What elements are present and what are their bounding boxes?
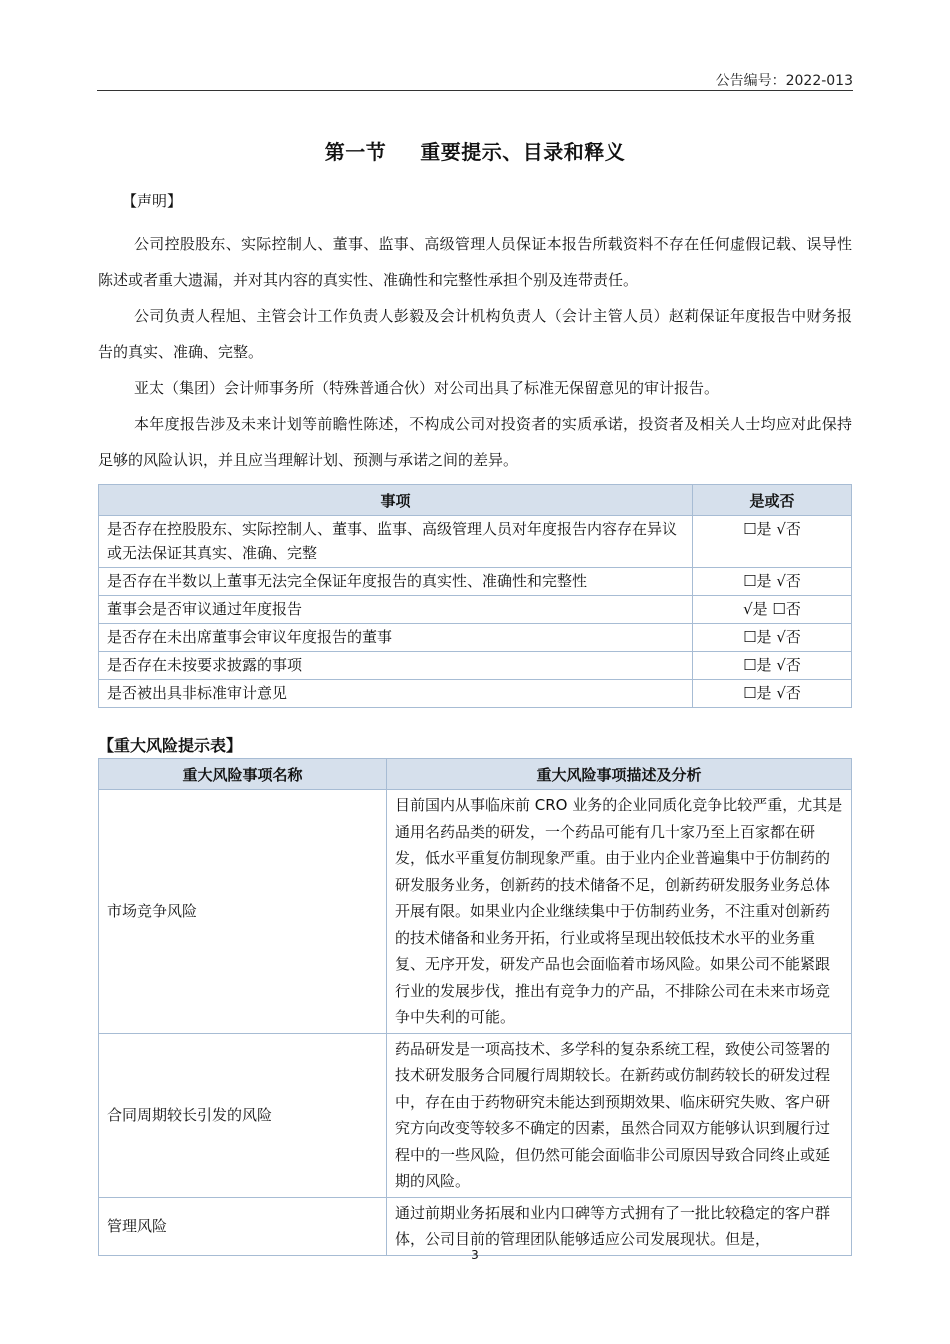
header-rule: [97, 90, 853, 91]
matters-table: [98, 484, 852, 708]
table-row: [99, 652, 852, 680]
matters-table-header: [99, 485, 852, 516]
header-cell: 事项: [99, 485, 693, 516]
matter-answer: ☐是 √否: [693, 568, 852, 596]
matter-text: 董事会是否审议通过年度报告: [99, 596, 693, 624]
header-cell: 重大风险事项名称: [99, 759, 387, 790]
matter-text: 是否存在未出席董事会审议年度报告的董事: [99, 624, 693, 652]
risk-description: 目前国内从事临床前 CRO 业务的企业同质化竞争比较严重，尤其是通用名药品类的研发，一个药品可能有几十家乃至上百家都在研发，低水平重复仿制现象严重。由于业内企业普遍集中于仿制药的研发服务业务，创新药的技术储备不足，创新药研发服务业务总体开展有限。如果业内企业继续集中于仿制药业务，不注重对创新药的技术储备和业务开拓，行业或将呈现出较低技术水平的业务重复、无序开发，研发产品也会面临着市场风险。如果公司不能紧跟行业的发展步伐，推出有竞争力的产品，不排除公司在未来市场竞争中失利的可能。: [387, 790, 852, 1034]
risk-description: 药品研发是一项高技术、多学科的复杂系统工程，致使公司签署的技术研发服务合同履行周期较长。在新药或仿制药较长的研发过程中，存在由于药物研究未能达到预期效果、临床研究失败、客户研究方向改变等较多不确定的因素，虽然合同双方能够认识到履行过程中的一些风险，但仍然可能会面临非公司原因导致合同终止或延期的风险。: [387, 1033, 852, 1197]
declaration-paragraph: 本年度报告涉及未来计划等前瞻性陈述，不构成公司对投资者的实质承诺，投资者及相关人士均应对此保持足够的风险认识，并且应当理解计划、预测与承诺之间的差异。: [98, 415, 852, 469]
risk-name: 合同周期较长引发的风险: [99, 1033, 387, 1197]
table-row: [99, 568, 852, 596]
table-row: [99, 680, 852, 708]
declaration-paragraph: 亚太（集团）会计师事务所（特殊普通合伙）对公司出具了标准无保留意见的审计报告。: [134, 379, 720, 397]
declaration-heading: 【声明】: [122, 192, 183, 210]
risk-table-title: 【重大风险提示表】: [98, 736, 243, 755]
table-row: [99, 1197, 852, 1255]
declaration-body: [98, 226, 852, 478]
section-heading: 重要提示、目录和释义: [420, 140, 626, 164]
table-row: [99, 790, 852, 1034]
page-number: 3: [471, 1248, 479, 1262]
table-row: [99, 624, 852, 652]
risk-name: 市场竞争风险: [99, 790, 387, 1034]
matter-text: 是否被出具非标准审计意见: [99, 680, 693, 708]
matter-answer: ☐是 √否: [693, 624, 852, 652]
section-title: [0, 136, 950, 165]
header-cell: 是或否: [693, 485, 852, 516]
announcement-number: 公告编号：2022-013: [715, 73, 853, 89]
risk-table-header: [99, 759, 852, 790]
risk-table: [98, 758, 852, 1256]
declaration-paragraph: 公司控股股东、实际控制人、董事、监事、高级管理人员保证本报告所载资料不存在任何虚假记载、误导性陈述或者重大遗漏，并对其内容的真实性、准确性和完整性承担个别及连带责任。: [98, 235, 852, 289]
section-number: 第一节: [324, 140, 387, 164]
header-cell: 重大风险事项描述及分析: [387, 759, 852, 790]
matter-text: 是否存在控股股东、实际控制人、董事、监事、高级管理人员对年度报告内容存在异议或无法保证其真实、准确、完整: [99, 516, 693, 568]
matter-text: 是否存在未按要求披露的事项: [99, 652, 693, 680]
matter-answer: ☐是 √否: [693, 516, 852, 568]
matter-answer: ☐是 √否: [693, 680, 852, 708]
risk-description: 通过前期业务拓展和业内口碑等方式拥有了一批比较稳定的客户群体，公司目前的管理团队能够适应公司发展现状。但是，: [387, 1197, 852, 1255]
table-row: [99, 516, 852, 568]
matter-answer: √是 ☐否: [693, 596, 852, 624]
risk-name: 管理风险: [99, 1197, 387, 1255]
matter-text: 是否存在半数以上董事无法完全保证年度报告的真实性、准确性和完整性: [99, 568, 693, 596]
declaration-paragraph: 公司负责人程旭、主管会计工作负责人彭毅及会计机构负责人（会计主管人员）赵莉保证年度报告中财务报告的真实、准确、完整。: [98, 307, 852, 361]
matters-table-wrap: [98, 484, 852, 708]
risk-table-wrap: [98, 758, 852, 1256]
table-row: [99, 1033, 852, 1197]
table-row: [99, 596, 852, 624]
matter-answer: ☐是 √否: [693, 652, 852, 680]
